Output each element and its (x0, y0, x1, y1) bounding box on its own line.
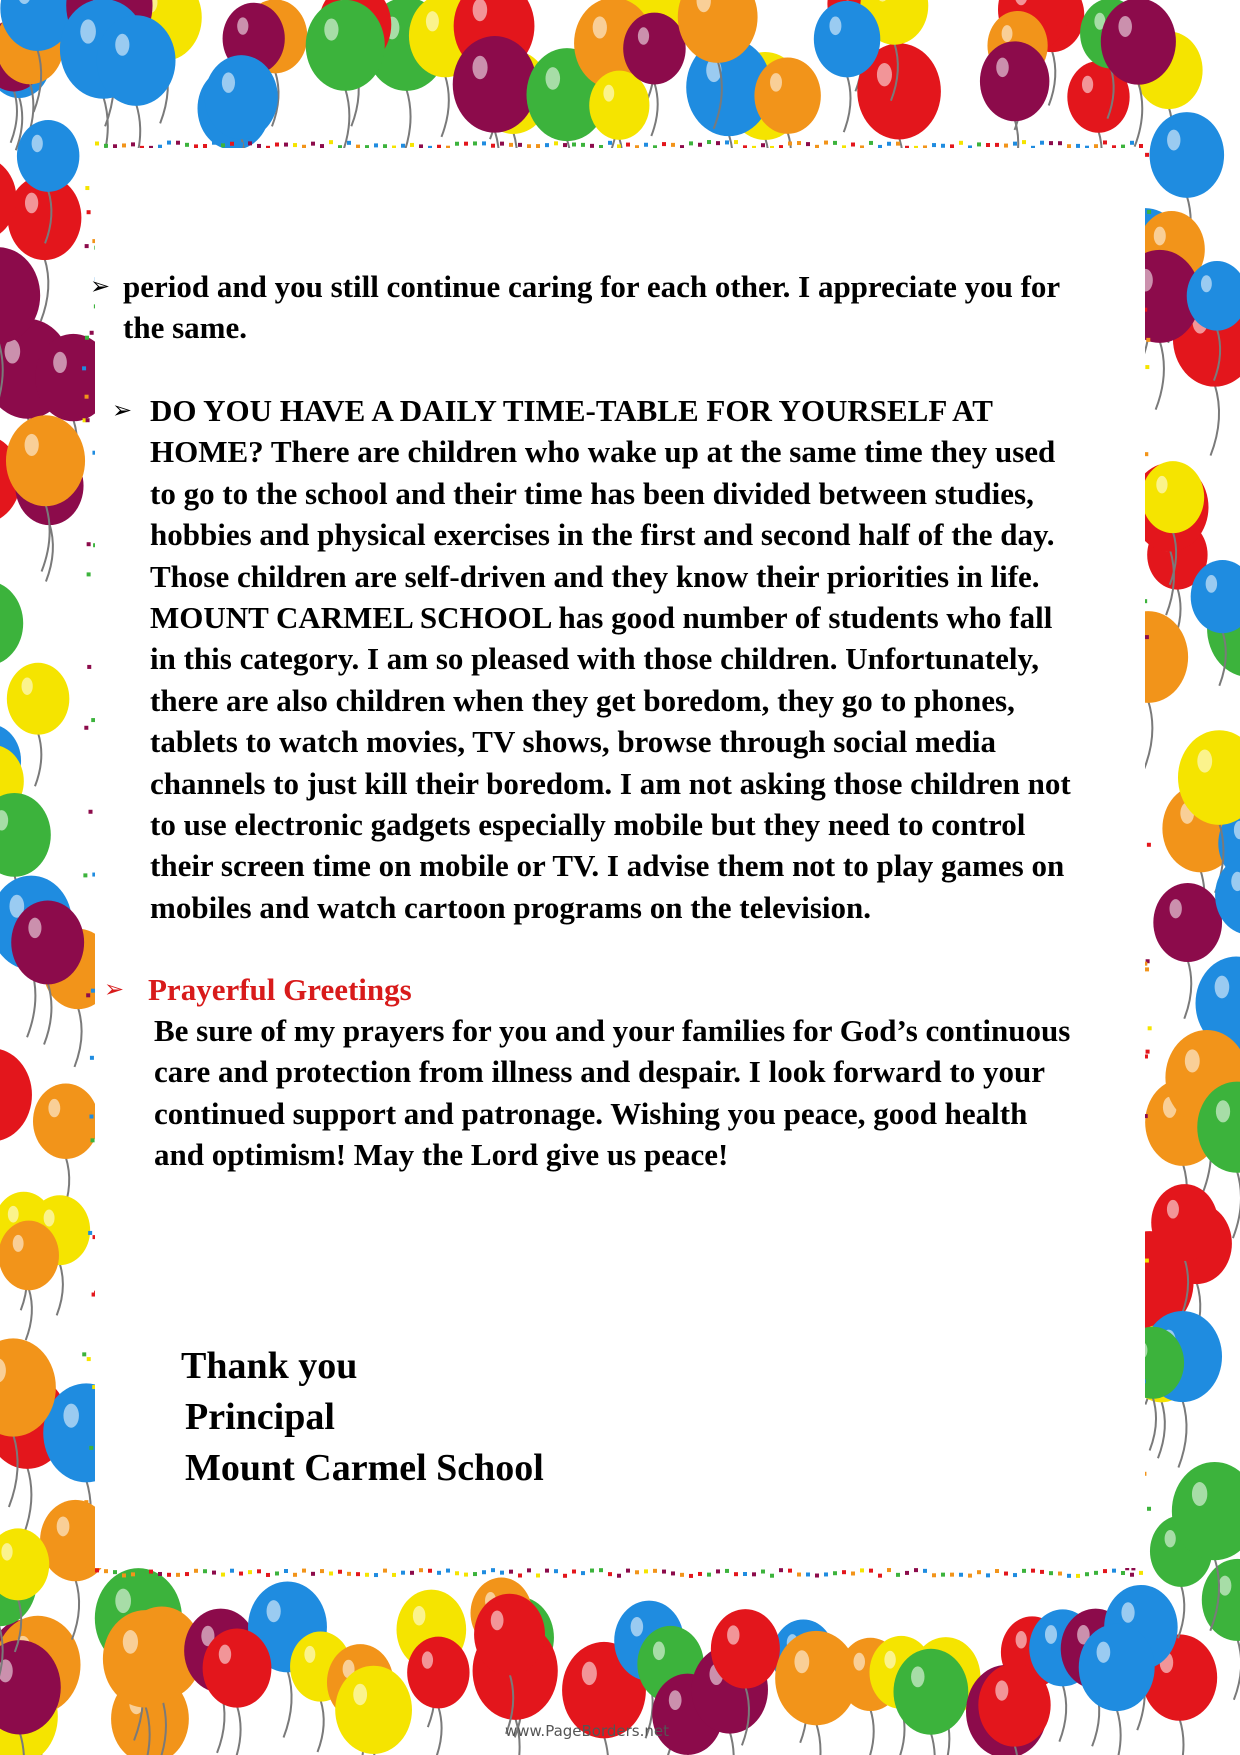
timetable-paragraph: DO YOU HAVE A DAILY TIME-TABLE FOR YOURSELF AT HOME? There are children who wake up at the same time they used to go to the school and their time has been divided between studies, hobbies and physical exercises in the first and second half of the day. Those children are self-driven and they know their priorities in life. MOUNT CARMEL SCHOOL has good number of students who fall in this category. I am so pleased with those children. Unfortunately, there are also children when they get boredom, they go to phones, tablets to watch movies, TV shows, browse through social media channels to just kill their boredom. I am not asking those children not to use electronic gadgets especially mobile but they need to control their screen time on mobile or TV. I advise them not to play games on mobiles and watch cartoon programs on the television. (150, 393, 1071, 925)
bullet-icon: ➢ (112, 396, 133, 424)
bullet-icon: ➢ (90, 272, 111, 300)
signoff-title: Principal (185, 1396, 335, 1438)
greetings-heading: Prayerful Greetings (148, 972, 412, 1007)
bullet-icon: ➢ (104, 975, 125, 1003)
intro-paragraph: period and you still continue caring for each other. I appreciate you for the same. (123, 269, 1061, 346)
greetings-paragraph: Be sure of my prayers for you and your families for God’s continuous care and protection from illness and despair. I look forward to your continued support and patronage. Wishing you peace, good health and optimism! May the Lord give us peace! (154, 1013, 1071, 1173)
border-watermark: www.PageBorders.net (505, 1722, 669, 1740)
signoff-school: Mount Carmel School (185, 1447, 544, 1489)
signoff-thanks: Thank you (181, 1345, 358, 1387)
